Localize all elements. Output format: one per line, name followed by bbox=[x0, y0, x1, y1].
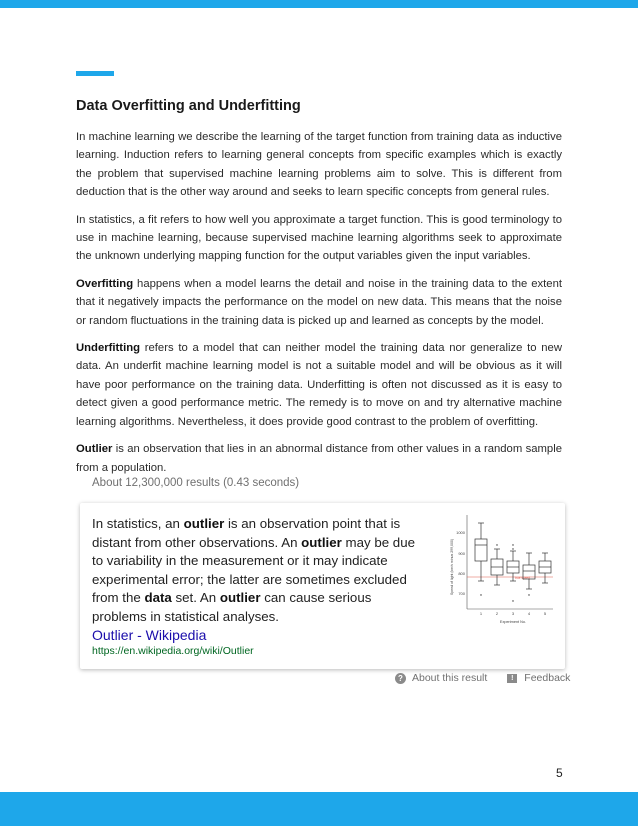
outlier-text: is an observation that lies in an abnormal distance from other values in a random sample from a population. bbox=[76, 443, 562, 474]
snippet-bold: data bbox=[144, 590, 172, 605]
boxplot-ytick: 1000 bbox=[456, 530, 465, 535]
result-url[interactable]: https://en.wikipedia.org/wiki/Outlier bbox=[92, 645, 254, 657]
paragraph-overfitting bbox=[76, 275, 562, 330]
help-icon[interactable]: ? bbox=[395, 673, 406, 684]
bottom-bar bbox=[0, 792, 638, 826]
boxplot-ytick: 900 bbox=[458, 551, 465, 556]
overfitting-term: Overfitting bbox=[76, 277, 134, 290]
featured-snippet-card bbox=[80, 503, 565, 669]
page-number: 5 bbox=[556, 766, 563, 780]
snippet-part: is an observation point that is distant from other observations. An bbox=[92, 516, 401, 550]
boxplot-xtick: 3 bbox=[511, 611, 515, 616]
true-speed-label: true speed bbox=[515, 576, 531, 580]
paragraph-statistical-fit: In statistics, a fit refers to how well you approximate a target function. This is good terminology to use in machine learning, because supervised machine learning algorithms seek to approximate the unknown underlying mapping function for the output variables given the input variables. bbox=[76, 213, 562, 263]
underfitting-text: refers to a model that can neither model the training data nor generalize to new data. An underfit machine learning model is not a suitable model and will be obvious as it will have poor performance on the training data. Underfitting is often not discussed as it is easy to detect given a good performance metric. The remedy is to move on and try alternative machine learning algorithms. Nevertheless, it does provide good contrast to the problem of overfitting. bbox=[76, 342, 562, 428]
top-bar bbox=[0, 0, 638, 8]
outlier-boxplot-image[interactable] bbox=[445, 509, 557, 629]
main-content bbox=[76, 98, 562, 486]
feedback-icon[interactable]: ! bbox=[507, 674, 517, 683]
overfitting-text: happens when a model learns the detail and noise in the training data to the extent that it negatively impacts the performance on the model on new data. This means that the noise or random fluctuations in the training data is picked up and learned as concepts by the model. bbox=[76, 277, 562, 327]
snippet-text bbox=[92, 515, 428, 626]
box-experiment-1 bbox=[475, 523, 487, 581]
result-title-link[interactable]: Outlier - Wikipedia bbox=[92, 627, 207, 643]
boxplot-xtick: 2 bbox=[495, 611, 499, 616]
box-experiment-4 bbox=[523, 553, 535, 589]
paragraph-outlier bbox=[76, 440, 562, 477]
snippet-bold: outlier bbox=[219, 590, 261, 605]
box-experiment-2 bbox=[491, 549, 503, 585]
accent-bar bbox=[76, 71, 114, 76]
paragraph-inductive-learning: In machine learning we describe the learning of the target function from training data as inductive learning. Induction refers to learning general concepts from specific examples which is exactly the problem that supervised machine learning problems aim to solve. This is different from deduction that is the other way around and seeks to learn specific concepts from general rules. bbox=[76, 131, 562, 199]
results-count: About 12,300,000 results (0.43 seconds) bbox=[92, 477, 300, 489]
snippet-bold: outlier bbox=[183, 516, 225, 531]
underfitting-term: Underfitting bbox=[76, 342, 141, 355]
outlier-points bbox=[480, 544, 529, 601]
snippet-part: In statistics, an bbox=[92, 516, 184, 531]
paragraph-underfitting bbox=[76, 339, 562, 431]
outlier-term: Outlier bbox=[76, 443, 113, 456]
boxplot-xtick: 5 bbox=[543, 611, 547, 616]
boxplot-ytick: 800 bbox=[458, 571, 465, 576]
feedback-link[interactable]: Feedback bbox=[524, 672, 571, 684]
box-experiment-5 bbox=[539, 553, 551, 583]
boxplot-ylabel: Speed of light (km/s minus 299,000) bbox=[450, 538, 454, 595]
boxplot-xtick: 1 bbox=[479, 611, 483, 616]
snippet-bold: outlier bbox=[301, 534, 342, 550]
snippet-part: can cause serious problems in statistical analyses. bbox=[92, 590, 372, 624]
about-result-link[interactable]: About this result bbox=[412, 672, 488, 684]
section-heading: Data Overfitting and Underfitting bbox=[76, 98, 301, 114]
result-footer bbox=[395, 672, 570, 684]
boxplot-ytick: 700 bbox=[458, 591, 465, 596]
boxplot-xtick: 4 bbox=[527, 611, 531, 616]
boxplot-xlabel: Experiment No. bbox=[499, 620, 527, 624]
snippet-part: may be due to variability in the measurement or it may indicate experimental error; the latter are sometimes excluded from the bbox=[92, 534, 415, 605]
snippet-part: set. An bbox=[171, 590, 220, 605]
